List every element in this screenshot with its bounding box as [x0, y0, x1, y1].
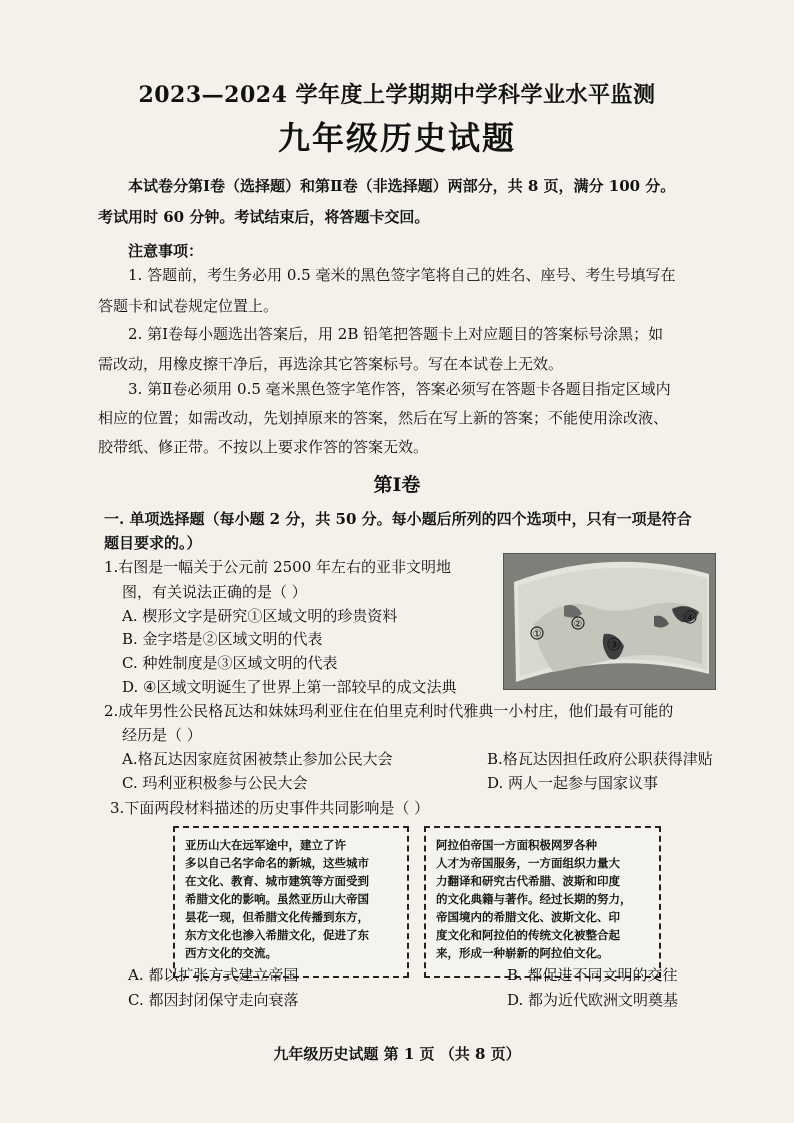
map-label-4: ④ — [685, 613, 695, 624]
intro-line-1: 本试卷分第Ⅰ卷（选择题）和第Ⅱ卷（非选择题）两部分，共 8 页，满分 100 分。 — [128, 177, 676, 195]
q1-stem-a: 1.右图是一幅关于公元前 2500 年左右的亚非文明地 — [104, 558, 452, 576]
note-1b: 答题卡和试卷规定位置上。 — [98, 297, 279, 315]
q3-option-d: D. 都为近代欧洲文明奠基 — [507, 991, 679, 1009]
material-2-line: 来，形成一种崭新的阿拉伯文化。 — [436, 946, 609, 960]
material-1-line: 多以自己名字命名的新城，这些城市 — [185, 856, 369, 870]
note-1a: 1. 答题前，考生务必用 0.5 毫米的黑色签字笔将自己的姓名、座号、考生号填写在 — [128, 266, 676, 284]
material-1-line: 西方文化的交流。 — [185, 946, 277, 960]
q1-option-b: B. 金字塔是②区域文明的代表 — [122, 630, 323, 648]
note-3c: 胶带纸、修正带。不按以上要求作答的答案无效。 — [98, 438, 429, 456]
section-title: 第Ⅰ卷 — [373, 474, 421, 496]
q3-option-a: A. 都以扩张方式建立帝国 — [128, 966, 299, 984]
section-heading-b: 题目要求的。） — [104, 534, 202, 552]
intro-line-2: 考试用时 60 分钟。考试结束后，将答题卡交回。 — [98, 208, 430, 226]
map-label-1: ① — [532, 629, 542, 640]
q2-option-b: B.格瓦达因担任政府公职获得津贴 — [487, 750, 713, 768]
q2-option-d: D. 两人一起参与国家议事 — [487, 774, 659, 792]
material-2-line: 的文化典籍与著作。经过长期的努力， — [436, 892, 632, 906]
q3-material-1 — [173, 826, 409, 978]
map-label-3: ③ — [609, 640, 619, 651]
material-2-line: 帝国境内的希腊文化、波斯文化、印 — [436, 910, 620, 924]
material-1-line: 在文化、教育、城市建筑等方面受到 — [185, 874, 369, 888]
note-2a: 2. 第Ⅰ卷每小题选出答案后，用 2B 铅笔把答题卡上对应题目的答案标号涂黑；如 — [128, 325, 664, 343]
q1-option-c: C. 种姓制度是③区域文明的代表 — [122, 654, 338, 672]
exam-header-line: 2023—2024 学年度上学期期中学科学业水平监测 — [138, 82, 656, 108]
q3-stem: 3.下面两段材料描述的历史事件共同影响是（ ） — [110, 799, 430, 817]
material-2-line: 阿拉伯帝国一方面积极网罗各种 — [436, 838, 597, 852]
material-1-line: 昙花一现，但希腊文化传播到东方， — [185, 910, 369, 924]
q2-option-c: C. 玛利亚积极参与公民大会 — [122, 774, 308, 792]
note-3b: 相应的位置；如需改动，先划掉原来的答案，然后在写上新的答案；不能使用涂改液、 — [98, 409, 669, 427]
map-graphic — [504, 554, 715, 689]
map-label-2: ② — [573, 619, 583, 630]
note-3a: 3. 第Ⅱ卷必须用 0.5 毫米黑色签字笔作答，答案必须写在答题卡各题目指定区域内 — [128, 380, 671, 398]
q2-stem-a: 2.成年男性公民格瓦达和妹妹玛利亚住在伯里克利时代雅典一小村庄，他们最有可能的 — [104, 702, 674, 720]
q2-stem-b: 经历是（ ） — [122, 726, 202, 744]
note-2b: 需改动，用橡皮擦干净后，再选涂其它答案标号。写在本试卷上无效。 — [98, 355, 564, 373]
q1-option-a: A. 楔形文字是研究①区域文明的珍贵资料 — [122, 607, 398, 625]
material-1-line: 东方文化也渗入希腊文化，促进了东 — [185, 928, 369, 942]
exam-title: 九年级历史试题 — [277, 119, 516, 157]
q3-material-2 — [424, 826, 661, 978]
q3-option-c: C. 都因封闭保守走向衰落 — [128, 991, 299, 1009]
q2-option-a: A.格瓦达因家庭贫困被禁止参加公民大会 — [122, 750, 393, 768]
material-1-line: 希腊文化的影响。虽然亚历山大帝国 — [185, 892, 369, 906]
notes-title: 注意事项： — [128, 242, 204, 260]
asia-africa-civilization-map — [503, 553, 716, 690]
material-2-line: 度文化和阿拉伯的传统文化被整合起 — [436, 928, 620, 942]
q1-option-d: D. ④区域文明诞生了世界上第一部较早的成文法典 — [122, 678, 457, 696]
material-1-line: 亚历山大在远军途中，建立了许 — [185, 838, 346, 852]
q1-stem-b: 图，有关说法正确的是（ ） — [122, 583, 307, 601]
page-footer: 九年级历史试题 第 1 页 （共 8 页） — [273, 1045, 521, 1063]
material-2-line: 人才为帝国服务，一方面组织力量大 — [436, 856, 620, 870]
q3-option-b: B. 都促进不同文明的交往 — [507, 966, 678, 984]
material-2-line: 力翻译和研究古代希腊、波斯和印度 — [436, 874, 620, 888]
section-heading-a: 一. 单项选择题（每小题 2 分，共 50 分。每小题后所列的四个选项中，只有一项是符合 — [104, 510, 692, 528]
